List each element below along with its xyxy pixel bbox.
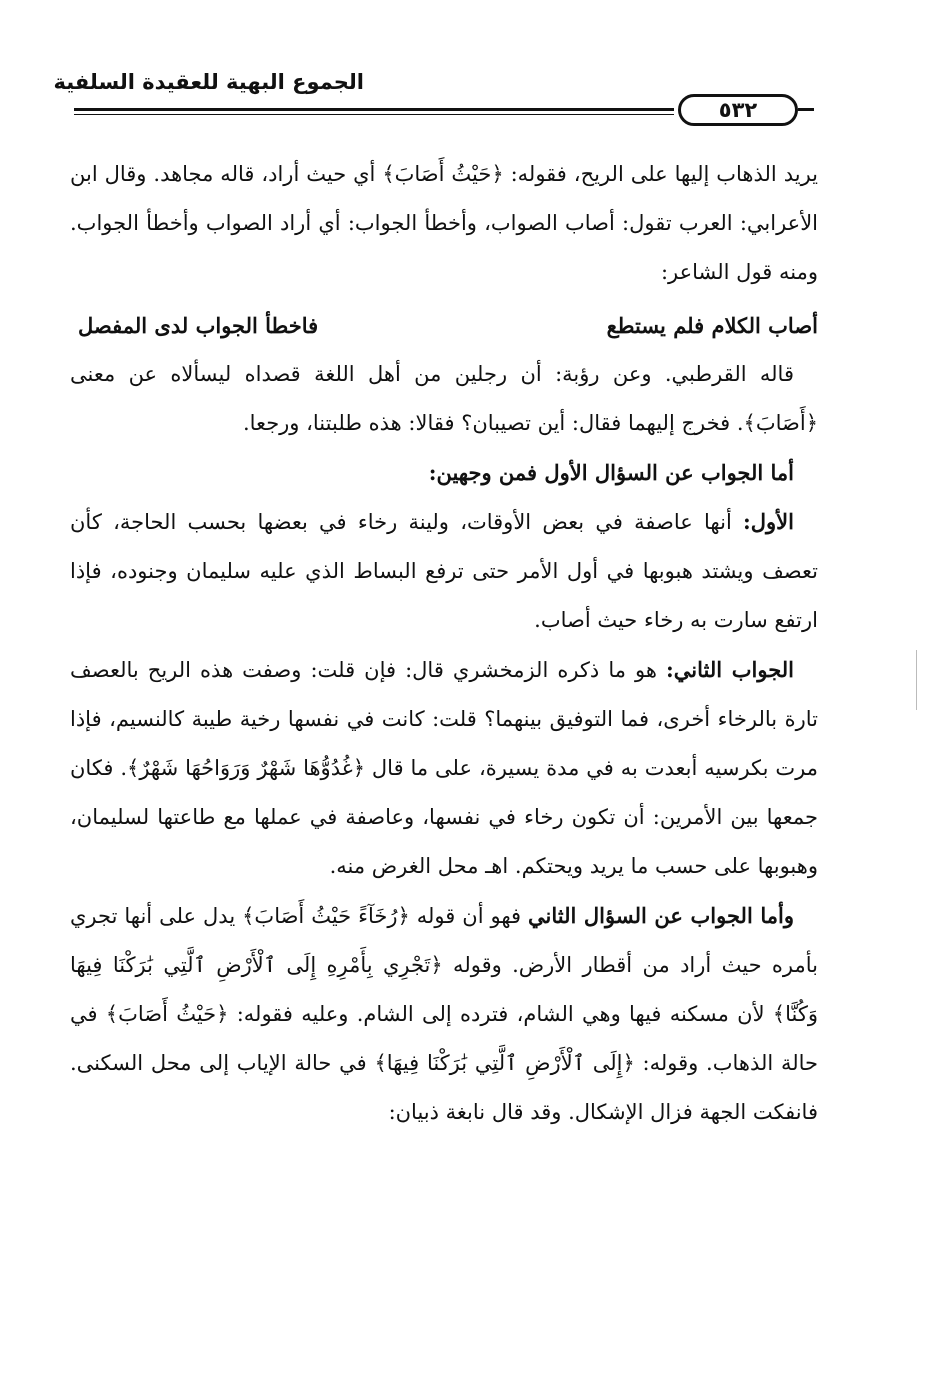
- scan-margin-line: [916, 650, 917, 710]
- first-answer-text: أنها عاصفة في بعض الأوقات، ولينة رخاء في بعضها بحسب الحاجة، كأن تعصف ويشتد هبوبها في أول الأمر حتى ترفع البساط الذي عليه سليمان وجنوده، فإذا ارتفع سارت به رخاء حيث أصاب.: [70, 510, 818, 632]
- paragraph-second-answer: [70, 645, 818, 891]
- paragraph-2: قاله القرطبي. وعن رؤبة: أن رجلين من أهل اللغة قصداه ليسألاه عن معنى ﴿أَصَابَ﴾. فخرج إليهما فقال: أين تصيبان؟ فقالا: هذه طلبتنا، ورجعا.: [70, 362, 818, 435]
- header-rule-end: [798, 108, 814, 111]
- page-header: [53, 64, 814, 124]
- page-number: ٥٣٢: [678, 94, 798, 126]
- header-rule: [74, 108, 674, 111]
- second-answer-label: الجواب الثاني:: [666, 657, 794, 682]
- verse-first-hemistich: أصاب الكلام فلم يستطع: [606, 313, 818, 338]
- running-title: الجموع البهية للعقيدة السلفية: [53, 70, 364, 94]
- third-answer-label: وأما الجواب عن السؤال الثاني: [528, 903, 794, 928]
- paragraph-third-answer: [70, 891, 818, 1137]
- poetry-verse: [70, 301, 818, 350]
- verse-second-hemistich: فاخطأ الجواب لدى المفصل: [78, 313, 319, 338]
- header-rule-thin: [74, 114, 674, 115]
- first-answer-label: الأول:: [743, 509, 794, 534]
- section-heading: أما الجواب عن السؤال الأول فمن وجهين:: [428, 460, 794, 485]
- paragraph-1: يريد الذهاب إليها على الريح، فقوله: ﴿حَيْثُ أَصَابَ﴾ أي حيث أراد، قاله مجاهد. وقال ابن الأعرابي: العرب تقول: أصاب الصواب، وأخطأ الجواب: أي أراد الصواب وأخطأ الجواب. ومنه قول الشاعر:: [70, 162, 819, 284]
- third-answer-text: فهو أن قوله ﴿رُخَآءً حَيْثُ أَصَابَ﴾ يدل على أنها تجري بأمره حيث أراد من أقطار الأرض. وقوله ﴿تَجْرِي بِأَمْرِهِ إِلَى ٱلْأَرْضِ ٱلَّتِي بَٰرَكْنَا فِيهَا وَكُنَّا﴾ لأن مسكنه فيها وهي الشام، فترده إلى الشام. وعليه فقوله: ﴿حَيْثُ أَصَابَ﴾ في حالة الذهاب. وقوله: ﴿إِلَى ٱلْأَرْضِ ٱلَّتِي بَٰرَكْنَا فِيهَا﴾ في حالة الإياب إلى محل السكنى. فانفكت الجهة فزال الإشكال. وقد قال نابغة ذبيان:: [70, 904, 818, 1124]
- second-answer-text: هو ما ذكره الزمخشري قال: فإن قلت: وصفت هذه الريح بالعصف تارة بالرخاء أخرى، فما التوفيق بينهما؟ قلت: كانت في نفسها رخية طيبة كالنسيم، فإذا مرت بكرسيه أبعدت به في مدة يسيرة، على ما قال ﴿غُدُوُّهَا شَهْرٌ وَرَوَاحُهَا شَهْرٌ﴾. فكان جمعها بين الأمرين: أن تكون رخاء في نفسها، وعاصفة في عملها مع طاعتها لسليمان، وهبوبها على حسب ما يريد ويحتكم. اهـ محل الغرض منه.: [70, 658, 818, 878]
- page-body: [70, 150, 818, 1137]
- paragraph-first-answer: [70, 497, 818, 645]
